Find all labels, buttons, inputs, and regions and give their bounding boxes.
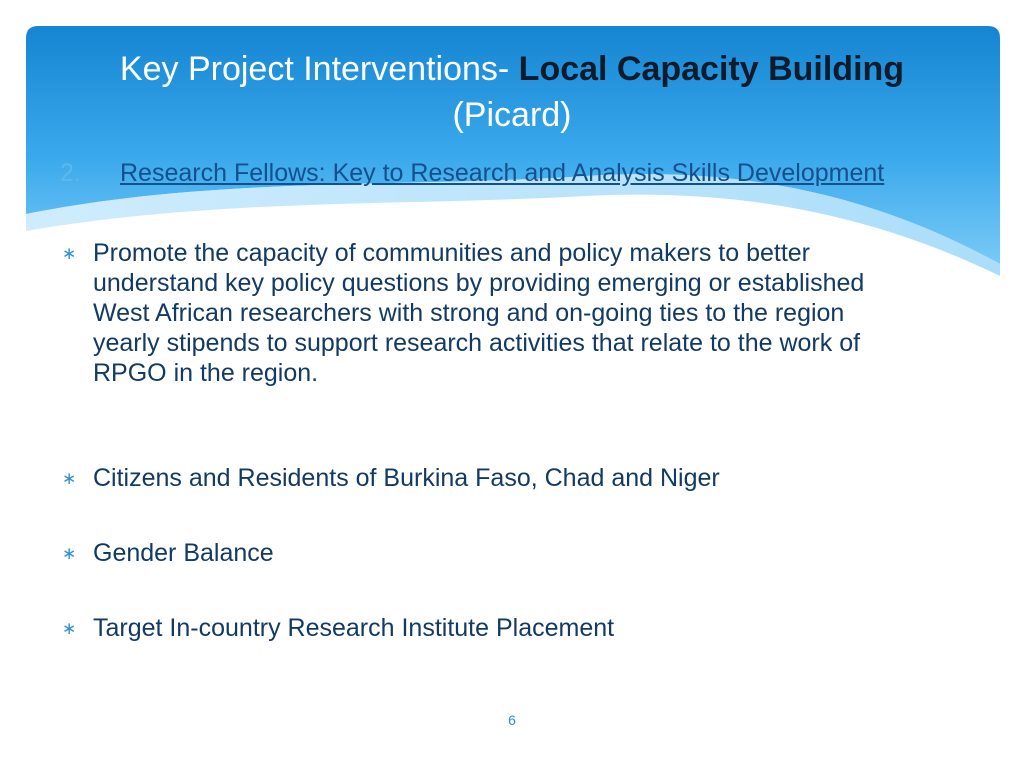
slide-title <box>60 46 964 138</box>
bullet-text: Gender Balance <box>93 539 274 567</box>
bullet-item-1 <box>62 238 912 388</box>
bullet-text: Promote the capacity of communities and policy makers to better understand key policy questions by providing emerging or established West African researchers with strong and on-going ties to the region yearly stipends to support research activities that relate to the work of RPGO in the region. <box>93 239 865 387</box>
research-fellows-link[interactable]: Research Fellows: Key to Research and Analysis Skills Development <box>120 159 885 187</box>
bullet-asterisk-icon: ∗ <box>62 244 77 263</box>
page-number: 6 <box>508 712 516 728</box>
title-prefix: Key Project Interventions- <box>119 50 519 88</box>
bullet-asterisk-icon: ∗ <box>62 544 77 563</box>
bullet-text: Target In-country Research Institute Placement <box>93 614 615 642</box>
bullet-asterisk-icon: ∗ <box>62 619 77 638</box>
bullet-asterisk-icon: ∗ <box>62 469 77 488</box>
bullet-item-2 <box>62 463 912 493</box>
numbered-subheading <box>60 158 940 188</box>
bullet-text: Citizens and Residents of Burkina Faso, Chad and Niger <box>93 464 720 492</box>
subheading-number: 2. <box>60 159 81 187</box>
bullet-item-3 <box>62 538 912 568</box>
title-suffix: (Picard) <box>452 96 572 134</box>
title-bold: Local Capacity Building <box>518 50 905 88</box>
bullet-item-4 <box>62 613 912 643</box>
